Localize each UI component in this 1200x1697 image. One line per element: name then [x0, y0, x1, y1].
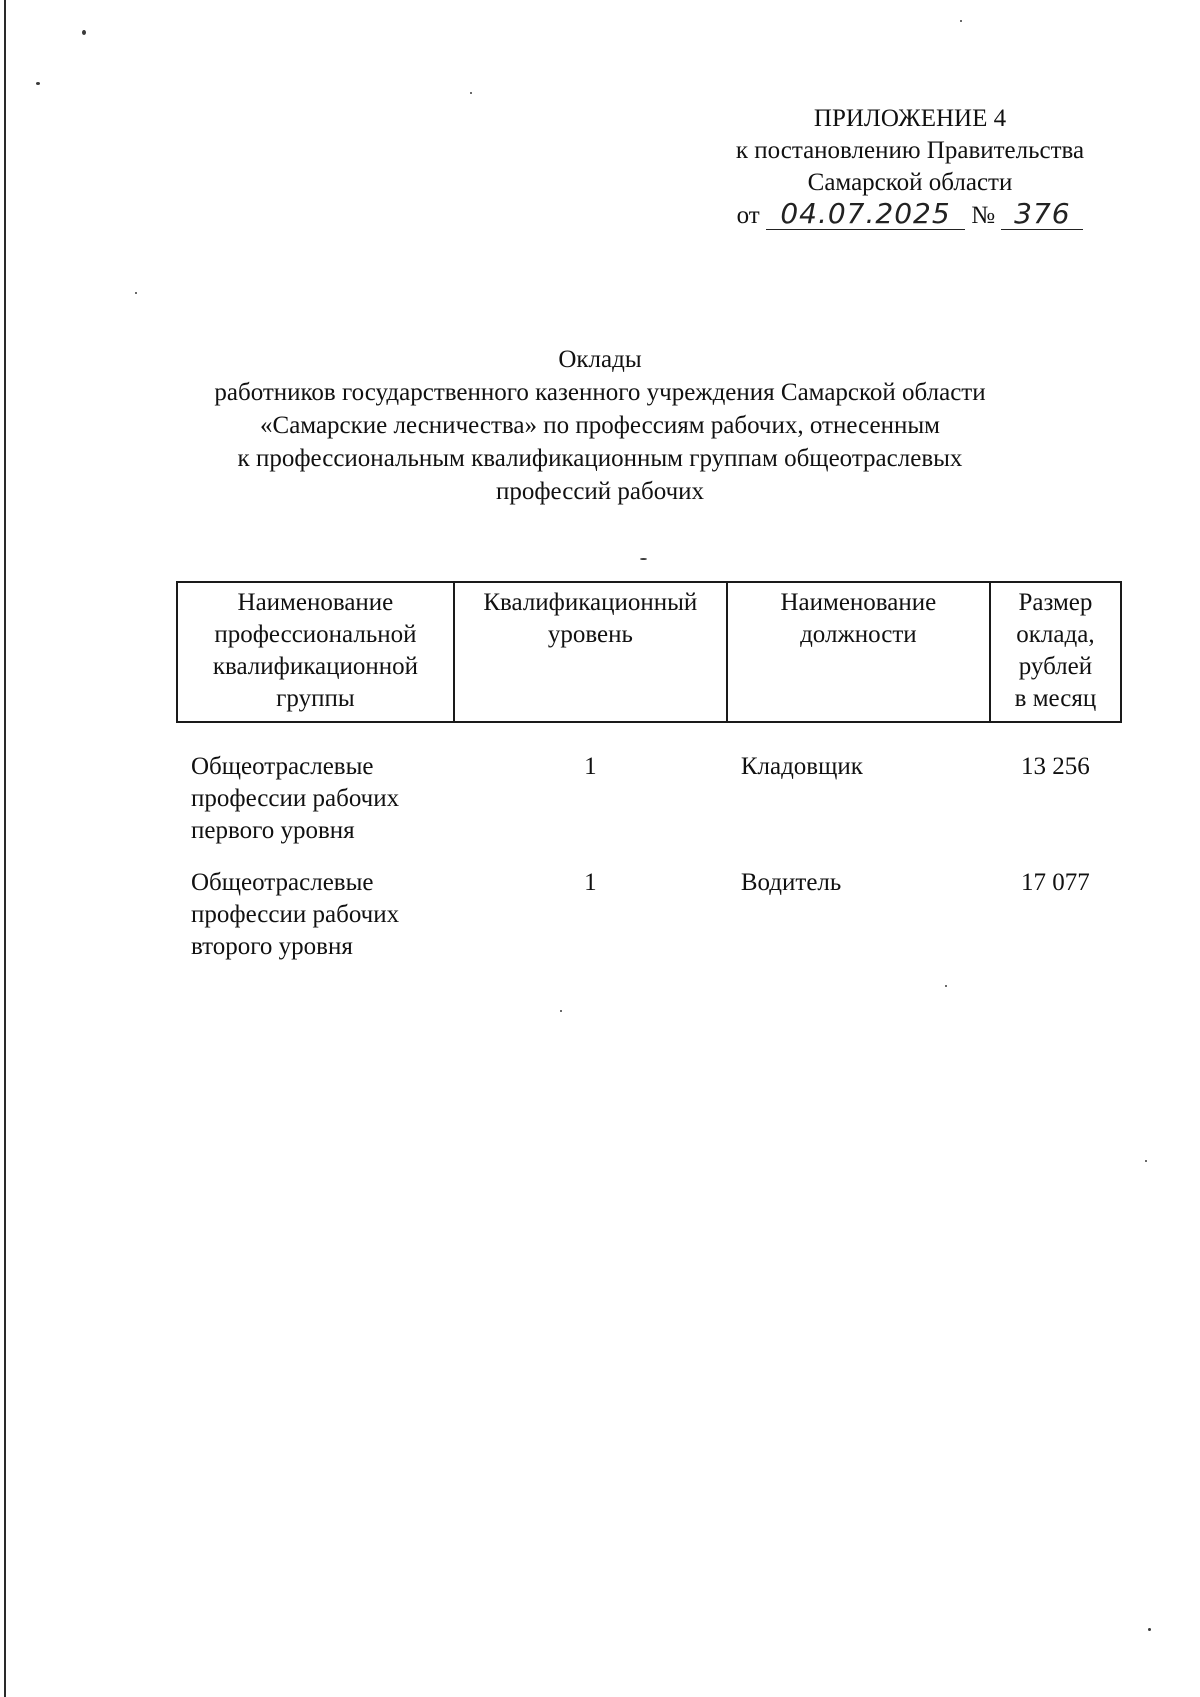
page-left-edge: [4, 0, 6, 1697]
scan-speck: [560, 1010, 562, 1012]
title-line: профессий рабочих: [495, 478, 705, 505]
header-level: Квалификационный уровень: [454, 582, 727, 722]
table-row: [177, 722, 1121, 847]
header-group: Наименование профессиональной квалификационной группы: [177, 582, 454, 722]
scan-speck: [640, 558, 647, 560]
cell-salary: 17 077: [1021, 869, 1090, 896]
scan-speck: [1145, 1160, 1147, 1162]
appendix-resolution-line: к постановлению Правительства: [735, 137, 1085, 164]
cell-level: 1: [584, 753, 597, 780]
salary-table: [176, 581, 1122, 963]
scan-speck: [470, 92, 472, 94]
header-position: Наименование должности: [727, 582, 990, 722]
handwritten-date: 04.07.2025: [766, 199, 965, 230]
table-header-row: [177, 582, 1121, 722]
title-line: «Самарские лесничества» по профессиям рабочих, отнесенным: [260, 412, 940, 439]
appendix-title: ПРИЛОЖЕНИЕ 4: [813, 105, 1007, 132]
cell-level: 1: [584, 869, 597, 896]
title-line: работников государственного казенного учреждения Самарской области: [214, 379, 986, 406]
scan-speck: [36, 82, 40, 85]
scan-speck: [960, 20, 962, 22]
cell-group: Общеотраслевые профессии рабочих второго уровня: [191, 869, 400, 960]
appendix-region-line: Самарской области: [807, 169, 1013, 196]
cell-group: Общеотраслевые профессии рабочих первого уровня: [191, 753, 400, 844]
header-salary: Размер оклада, рублей в месяц: [990, 582, 1121, 722]
scan-speck: [82, 30, 86, 35]
title-line: Оклады: [558, 346, 642, 373]
appendix-date-line: [737, 199, 1084, 232]
scan-speck: [135, 292, 137, 294]
appendix-header: [700, 103, 1120, 232]
cell-salary: 13 256: [1021, 753, 1090, 780]
cell-position: Водитель: [740, 869, 842, 896]
scan-speck: [945, 985, 947, 987]
number-sign: №: [971, 202, 996, 229]
scan-speck: [1148, 1628, 1151, 1631]
handwritten-number: 376: [1001, 199, 1083, 230]
table-row: [177, 847, 1121, 963]
cell-position: Кладовщик: [740, 753, 863, 780]
title-line: к профессиональным квалификационным группам общеотраслевых: [237, 445, 963, 472]
document-title: [170, 343, 1030, 508]
date-prefix: от: [736, 202, 760, 229]
